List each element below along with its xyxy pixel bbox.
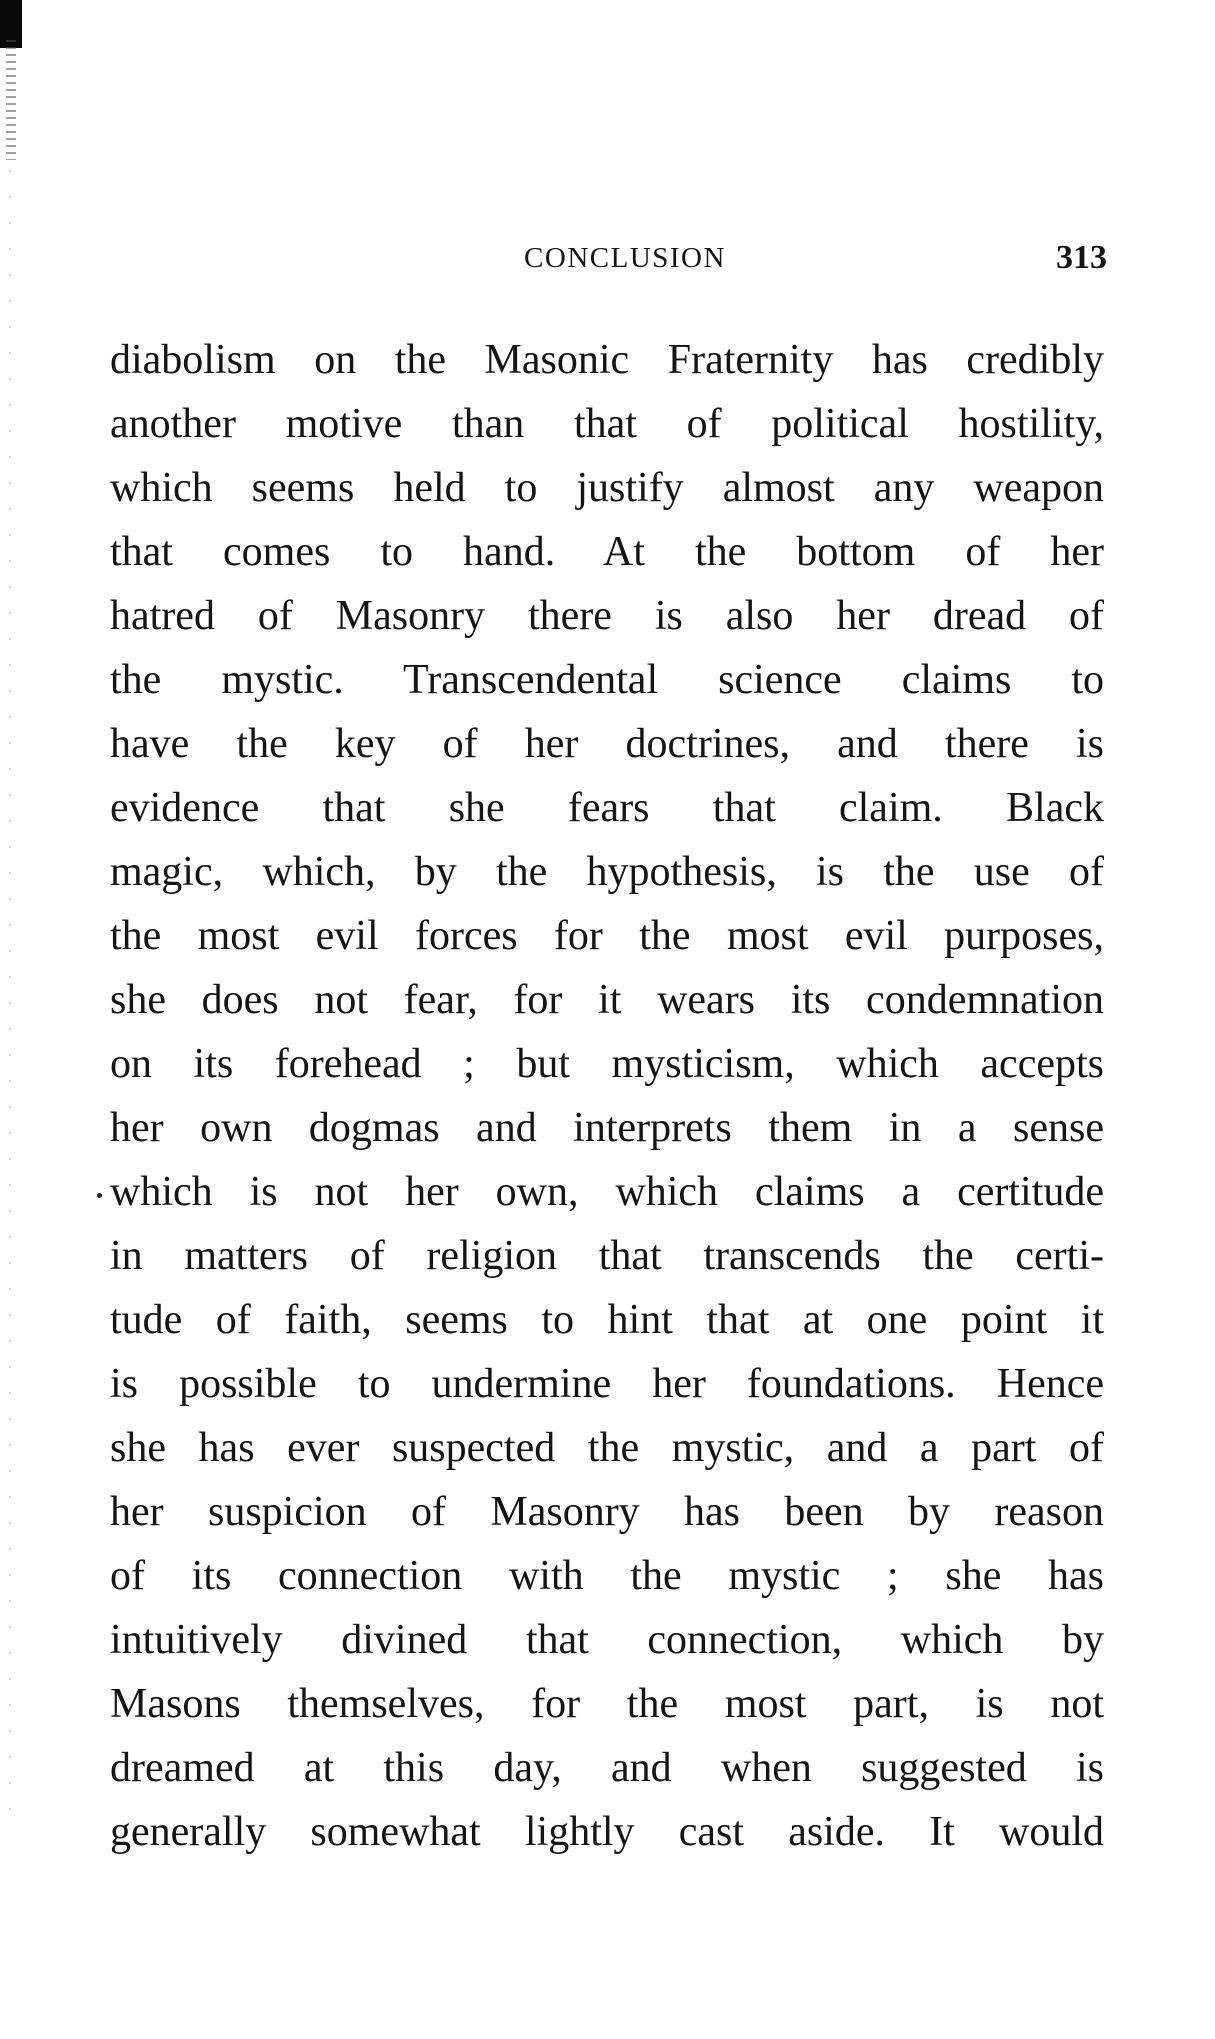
margin-mark [97, 1193, 102, 1198]
text-line: that comes to hand. At the bottom of her [110, 529, 1104, 575]
text-line: is possible to undermine her foundations. Hence [110, 1361, 1104, 1407]
text-line: of its connection with the mystic ; she has [110, 1553, 1104, 1599]
text-line: evidence that she fears that claim. Black [110, 785, 1104, 831]
text-line: generally somewhat lightly cast aside. It would [110, 1809, 1104, 1855]
text-line: diabolism on the Masonic Fraternity has credibly [110, 337, 1104, 383]
text-line: dreamed at this day, and when suggested is [110, 1745, 1104, 1791]
text-line: have the key of her doctrines, and there is [110, 721, 1104, 767]
text-line: the most evil forces for the most evil purposes, [110, 913, 1104, 959]
body-text [110, 328, 1104, 1864]
text-line: which is not her own, which claims a certitude [110, 1169, 1104, 1215]
text-line: intuitively divined that connection, which by [110, 1617, 1104, 1663]
text-line: another motive than that of political hostility, [110, 401, 1104, 447]
text-line: hatred of Masonry there is also her dread of [110, 593, 1104, 639]
page-number: 313 [1056, 239, 1107, 276]
text-line: she has ever suspected the mystic, and a part of [110, 1425, 1104, 1471]
text-line: her own dogmas and interprets them in a sense [110, 1105, 1104, 1151]
text-line: in matters of religion that transcends the certi- [110, 1233, 1104, 1279]
text-line: Masons themselves, for the most part, is not [110, 1681, 1104, 1727]
text-line: on its forehead ; but mysticism, which accepts [110, 1041, 1104, 1087]
running-head [0, 238, 1215, 278]
running-title: CONCLUSION [524, 242, 726, 274]
scan-edge-speckle [6, 40, 16, 160]
text-line: which seems held to justify almost any weapon [110, 465, 1104, 511]
text-line: magic, which, by the hypothesis, is the use of [110, 849, 1104, 895]
scan-edge-dots [9, 170, 11, 1810]
text-line: tude of faith, seems to hint that at one point it [110, 1297, 1104, 1343]
text-line: her suspicion of Masonry has been by reason [110, 1489, 1104, 1535]
text-line: she does not fear, for it wears its condemnation [110, 977, 1104, 1023]
text-line: the mystic. Transcendental science claims to [110, 657, 1104, 703]
